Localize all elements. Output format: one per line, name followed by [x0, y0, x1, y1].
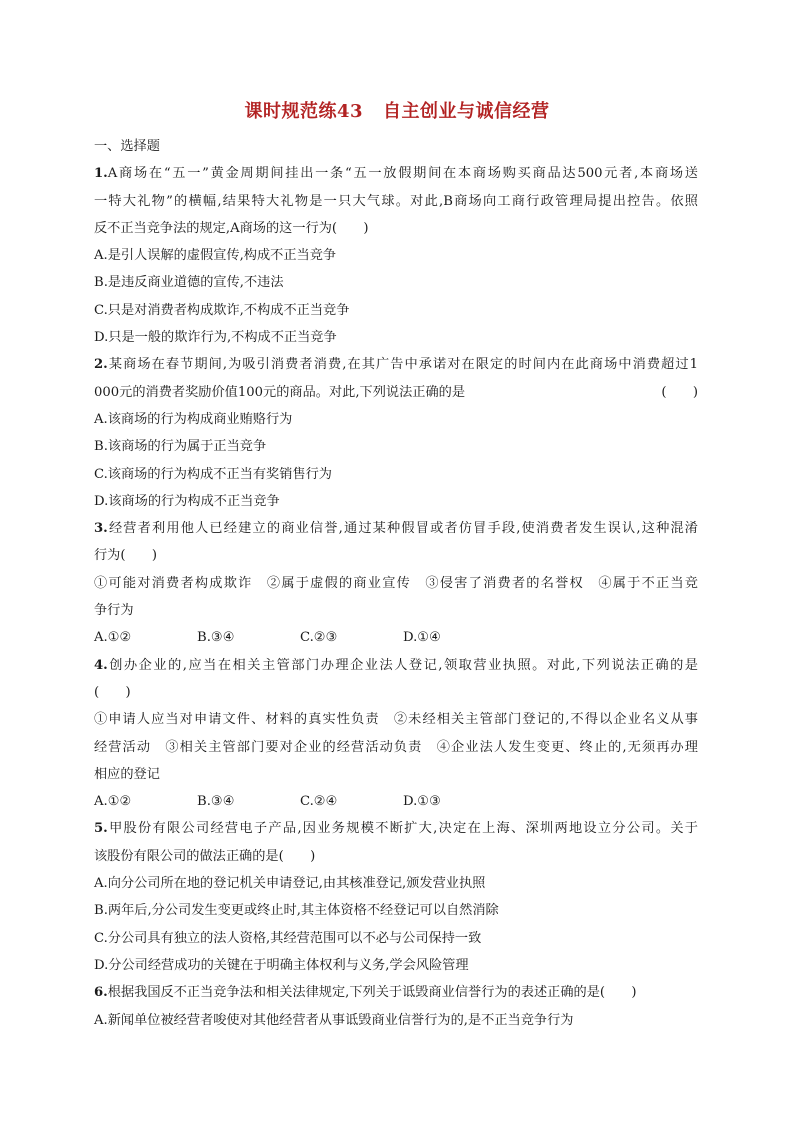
- option-c: C.分公司具有独立的法人资格,其经营范围可以不必与公司保持一致: [94, 930, 482, 946]
- question-text-line: 3.经营者利用他人已经建立的商业信誉,通过某种假冒或者仿冒手段,使消费者发生误认,这种混淆: [94, 521, 698, 537]
- question-text-line: 1.A商场在“五一”黄金周期间挂出一条“五一放假期间在本商场购买商品达500元者,本商场送: [94, 166, 698, 182]
- question-text-line: 4.创办企业的,应当在相关主管部门办理企业法人登记,领取营业执照。对此,下列说法正确的是: [94, 657, 698, 673]
- question-text-line: 000元的消费者奖励价值100元的商品。对此,下列说法正确的是 ( ): [94, 379, 698, 406]
- question-text-line: 5.甲股份有限公司经营电子产品,因业务规模不断扩大,决定在上海、深圳两地设立分公司。关于: [94, 821, 698, 837]
- statement-line: 争行为: [94, 603, 134, 619]
- option-b: B.是违反商业道德的宣传,不违法: [94, 275, 284, 291]
- question-4: [94, 652, 698, 816]
- option-d: D.该商场的行为构成不正当竞争: [94, 493, 280, 509]
- question-number: 3.: [94, 521, 108, 537]
- option-a: A.①②: [94, 794, 132, 810]
- question-1: [94, 160, 698, 351]
- option-b: B.该商场的行为属于正当竞争: [94, 439, 267, 455]
- title-sub: 自主创业与诚信经营: [383, 101, 550, 122]
- option-a: A.该商场的行为构成商业贿赂行为: [94, 411, 293, 427]
- option-b: B.两年后,分公司发生变更或终止时,其主体资格不经登记可以自然消除: [94, 903, 499, 919]
- page-title: [0, 97, 794, 123]
- question-3: [94, 515, 698, 651]
- title-main: 课时规范练43: [244, 101, 364, 122]
- statement-line: 相应的登记: [94, 766, 160, 782]
- option-c: C.只是对消费者构成欺诈,不构成不正当竞争: [94, 302, 350, 318]
- question-list: [94, 133, 698, 1034]
- option-a: A.是引人误解的虚假宣传,构成不正当竞争: [94, 248, 337, 264]
- question-number: 2.: [94, 357, 108, 373]
- option-b: B.③④: [197, 630, 235, 646]
- option-c: C.②④: [300, 794, 338, 810]
- option-d: D.分公司经营成功的关键在于明确主体权利与义务,学会风险管理: [94, 957, 469, 973]
- question-number: 5.: [94, 821, 108, 837]
- option-a: A.新闻单位被经营者唆使对其他经营者从事诋毁商业信誉行为的,是不正当竞争行为: [94, 1012, 574, 1028]
- statement-line: 经营活动 ③相关主管部门要对企业的经营活动负责 ④企业法人发生变更、终止的,无须再办理: [94, 739, 698, 755]
- option-d: D.①③: [403, 794, 441, 810]
- option-row: [94, 788, 698, 815]
- answer-paren: ( ): [661, 384, 698, 400]
- option-c: C.②③: [300, 630, 338, 646]
- question-text-line: 一特大礼物”的横幅,结果特大礼物是一只大气球。对此,B商场向工商行政管理局提出控告。依照: [94, 193, 698, 209]
- question-2: [94, 351, 698, 515]
- section-heading: 一、选择题: [94, 139, 160, 154]
- option-a: A.①②: [94, 630, 132, 646]
- option-c: C.该商场的行为构成不正当有奖销售行为: [94, 466, 332, 482]
- option-b: B.③④: [197, 794, 235, 810]
- question-6: [94, 979, 698, 1034]
- question-number: 1.: [94, 166, 108, 182]
- question-text-line: 6.根据我国反不正当竞争法和相关法律规定,下列关于诋毁商业信誉行为的表述正确的是( ): [94, 985, 637, 1001]
- option-d: D.只是一般的欺诈行为,不构成不正当竞争: [94, 330, 337, 346]
- question-text-line: 行为( ): [94, 548, 158, 564]
- question-text-line: 该股份有限公司的做法正确的是( ): [94, 848, 316, 864]
- question-text-line: ( ): [94, 684, 131, 700]
- statement-line: ①可能对消费者构成欺诈 ②属于虚假的商业宣传 ③侵害了消费者的名誉权 ④属于不正当竞: [94, 575, 698, 591]
- question-5: [94, 815, 698, 979]
- option-d: D.①④: [403, 630, 441, 646]
- question-text-line: 2.某商场在春节期间,为吸引消费者消费,在其广告中承诺对在限定的时间内在此商场中消费超过1: [94, 357, 698, 373]
- option-a: A.向分公司所在地的登记机关申请登记,由其核准登记,颁发营业执照: [94, 876, 486, 892]
- statement-line: ①申请人应当对申请文件、材料的真实性负责 ②未经相关主管部门登记的,不得以企业名义从事: [94, 712, 698, 728]
- question-text-line: 反不正当竞争法的规定,A商场的这一行为( ): [94, 220, 369, 236]
- option-row: [94, 624, 698, 651]
- question-number: 6.: [94, 985, 108, 1001]
- question-number: 4.: [94, 657, 108, 673]
